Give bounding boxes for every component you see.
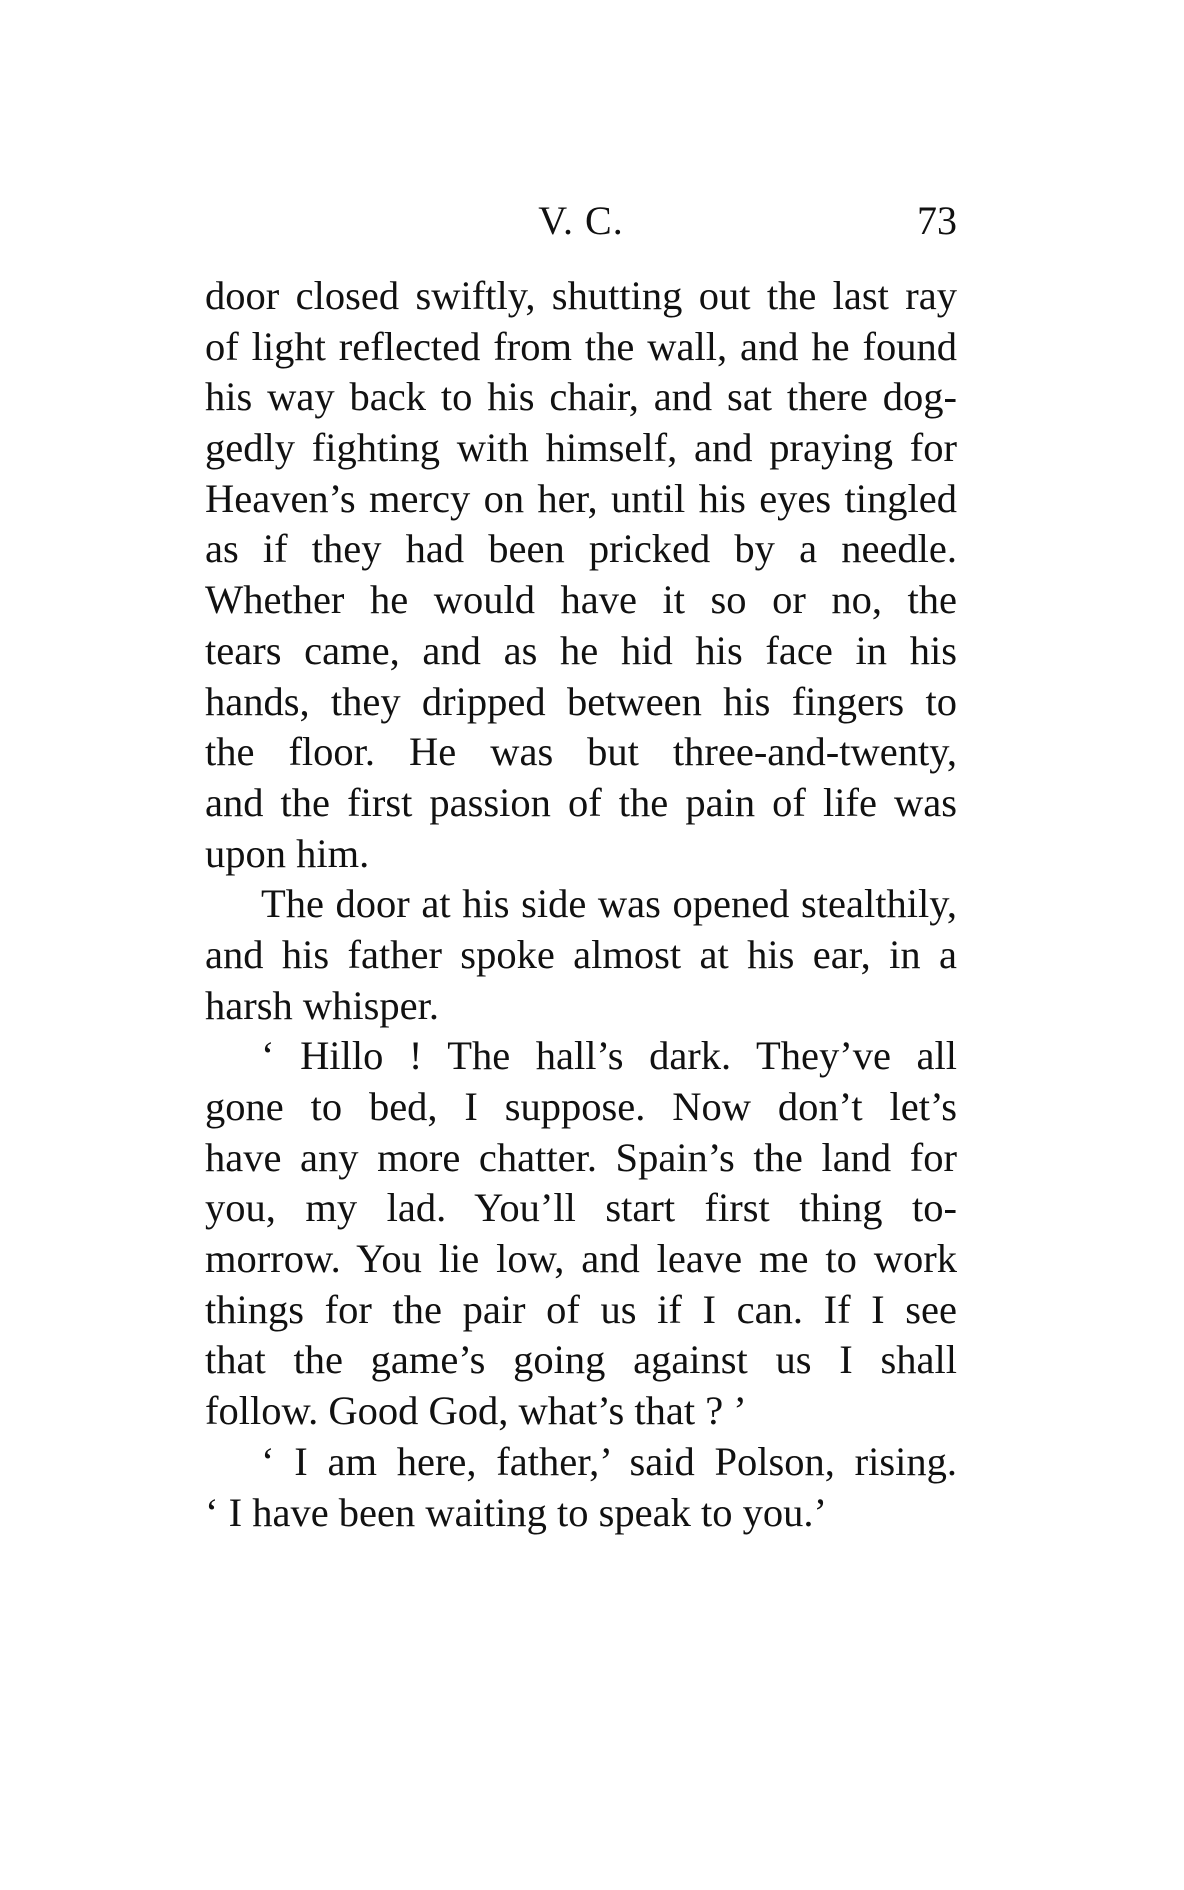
text-line: and the first passion of the pain of life was xyxy=(205,779,957,825)
text-line: ‘ I have been waiting to speak to you.’ xyxy=(205,1489,827,1535)
text-line: you, my lad. You’ll start first thing to- xyxy=(205,1185,957,1231)
text-line: tears came, and as he hid his face in his xyxy=(205,627,957,673)
text-line: upon him. xyxy=(205,830,370,876)
running-title: V. C. xyxy=(538,198,624,243)
text-line: The door at his side was opened stealthily, xyxy=(261,881,957,927)
text-line: door closed swiftly, shutting out the last ray xyxy=(205,273,957,318)
text-line: follow. Good God, what’s that ? ’ xyxy=(205,1388,747,1434)
body-text xyxy=(205,271,957,1538)
text-line: the floor. He was but three-and-twenty, xyxy=(205,729,957,775)
text-line: of light reflected from the wall, and he found xyxy=(205,323,957,369)
running-head xyxy=(205,196,957,246)
text-line: morrow. You lie low, and leave me to work xyxy=(205,1236,957,1282)
text-line: harsh whisper. xyxy=(205,982,439,1028)
text-line: gedly fighting with himself, and praying for xyxy=(205,425,957,471)
text-line: Whether he would have it so or no, the xyxy=(205,577,957,623)
text-line: ‘ I am here, father,’ said Polson, rising. xyxy=(261,1438,957,1484)
text-line: that the game’s going against us I shall xyxy=(205,1337,957,1383)
text-line: as if they had been pricked by a needle. xyxy=(205,526,957,572)
text-line: have any more chatter. Spain’s the land for xyxy=(205,1134,957,1180)
text-line: his way back to his chair, and sat there dog- xyxy=(205,374,957,420)
text-line: hands, they dripped between his fingers to xyxy=(205,678,957,724)
text-line: Heaven’s mercy on her, until his eyes tingled xyxy=(205,475,957,521)
page-number: 73 xyxy=(917,198,957,243)
text-line: and his father spoke almost at his ear, in a xyxy=(205,931,957,977)
text-line: things for the pair of us if I can. If I see xyxy=(205,1286,957,1332)
text-line: gone to bed, I suppose. Now don’t let’s xyxy=(205,1084,957,1129)
text-line: ‘ Hillo ! The hall’s dark. They’ve all xyxy=(261,1033,957,1079)
